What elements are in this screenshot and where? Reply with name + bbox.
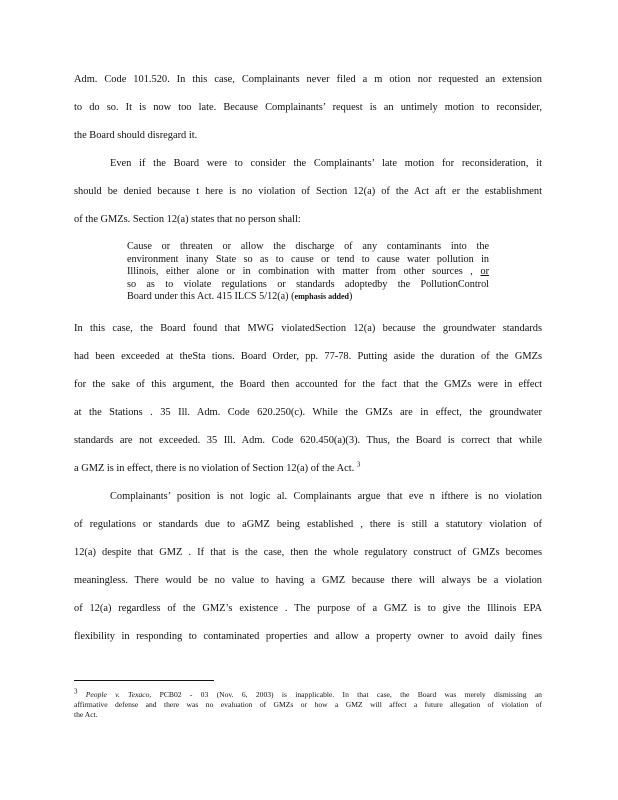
quote-line: so as to violate regulations or standards adoptedby the PollutionControl bbox=[127, 278, 489, 290]
body-text-line: meaningless. There would be no value to having a GMZ because there will always be a violation bbox=[74, 575, 542, 586]
body-text: a GMZ is in effect, there is no violation of Section 12(a) of the Act. bbox=[74, 463, 355, 474]
quote-text: ) bbox=[348, 291, 353, 302]
body-text-line: Even if the Board were to consider the Complainants’ late motion for reconsideration, it bbox=[110, 158, 542, 169]
body-text-line: had been exceeded at theSta tions. Board Order, pp. 77-78. Putting aside the duration of the GMZs bbox=[74, 351, 542, 362]
footnote-text: , PCB02 - 03 (Nov. 6, 2003) is inapplicable. In that case, the Board was merely dismissing an bbox=[149, 690, 542, 699]
body-text-line: standards are not exceeded. 35 Ill. Adm. Code 620.450(a)(3). Thus, the Board is correct that while bbox=[74, 435, 542, 446]
quote-line bbox=[127, 291, 489, 304]
body-text-line: 12(a) despite that GMZ . If that is the case, then the whole regulatory construct of GMZs becomes bbox=[74, 547, 542, 558]
body-text-line: should be denied because t here is no violation of Section 12(a) of the Act aft er the establishment bbox=[74, 186, 542, 197]
emphasized-or: or bbox=[480, 266, 489, 277]
footnote-divider bbox=[74, 680, 214, 681]
body-text-line: Complainants’ position is not logic al. Complainants argue that eve n ifthere is no violation bbox=[110, 491, 542, 502]
body-text-line: for the sake of this argument, the Board then accounted for the fact that the GMZs were in effect bbox=[74, 379, 542, 390]
body-text-line: of 12(a) regardless of the GMZ’s existence . The purpose of a GMZ is to give the Illinois EPA bbox=[74, 603, 542, 614]
footnote-line: affirmative defense and there was no evaluation of GMZs or how a GMZ will affect a future allegation of violation of bbox=[74, 700, 542, 709]
quote-text: Board under this Act. 415 ILCS 5/12(a) ( bbox=[127, 291, 295, 302]
body-text-line bbox=[74, 462, 542, 475]
body-text-line: to do so. It is now too late. Because Complainants’ request is an untimely motion to reconsider, bbox=[74, 102, 542, 113]
body-text-line: flexibility in responding to contaminated properties and allow a property owner to avoid daily fines bbox=[74, 631, 542, 642]
body-text-line: of the GMZs. Section 12(a) states that no person shall: bbox=[74, 214, 301, 225]
footnote-number: 3 bbox=[74, 687, 78, 696]
quote-line bbox=[127, 266, 489, 279]
footnote-line: the Act. bbox=[74, 710, 98, 719]
body-text-line: In this case, the Board found that MWG violatedSection 12(a) because the groundwater standards bbox=[74, 323, 542, 334]
emphasis-note: emphasis added bbox=[294, 292, 349, 301]
footnote-line bbox=[74, 687, 542, 700]
body-text-line: the Board should disregard it. bbox=[74, 130, 198, 141]
body-text-line: Adm. Code 101.520. In this case, Complainants never filed a m otion nor requested an extension bbox=[74, 74, 542, 85]
body-text-line: of regulations or standards due to aGMZ being established , there is still a statutory violation of bbox=[74, 519, 542, 530]
footnote-case-name: People v. Texaco bbox=[85, 690, 150, 699]
quote-text: Illinois, either alone or in combination with matter from other sources , bbox=[127, 266, 473, 277]
footnote-reference: 3 bbox=[356, 460, 361, 469]
body-text-line: at the Stations . 35 Ill. Adm. Code 620.250(c). While the GMZs are in effect, the groundwater bbox=[74, 407, 542, 418]
quote-line: environment inany State so as to cause or tend to cause water pollution in bbox=[127, 253, 489, 265]
quote-line: Cause or threaten or allow the discharge of any contaminants into the bbox=[127, 241, 489, 252]
